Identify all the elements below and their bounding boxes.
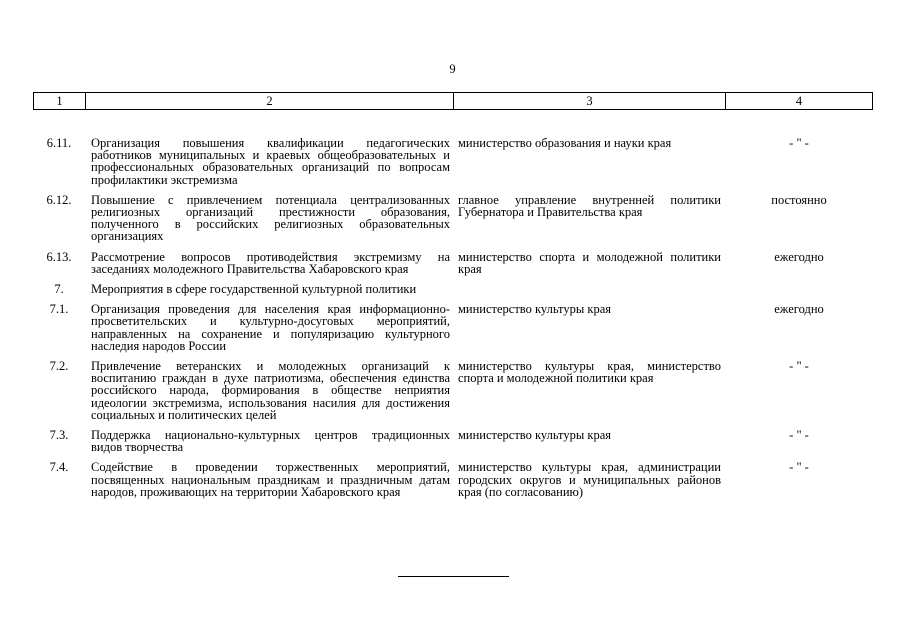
table-row	[33, 429, 873, 453]
row-responsible: министерство спорта и молодежной политики края	[458, 249, 721, 276]
row-responsible: министерство культуры края	[458, 428, 611, 443]
row-term: - " -	[789, 359, 809, 374]
table-row	[33, 303, 873, 352]
table-row	[33, 137, 873, 186]
row-term: - " -	[789, 136, 809, 150]
row-text: Организация проведения для населения края информационно-просветительских и культурно-досуговых мероприятий, направленных на сохранение и популяризацию культурного наследия народов России	[91, 302, 450, 353]
column-header-table	[33, 92, 873, 110]
row-responsible: министерство культуры края, министерство спорта и молодежной политики края	[458, 359, 721, 386]
section-row	[33, 283, 873, 295]
table-row	[33, 461, 873, 498]
table-row	[33, 251, 873, 275]
table-row	[33, 194, 873, 243]
table-body	[33, 137, 873, 498]
row-number: 7.2.	[49, 359, 69, 374]
row-text: Привлечение ветеранских и молодежных организаций к воспитанию граждан в духе патриотизма, обеспечения единства российского народа, формирования в обществе неприятия идеологии экстремизма, использования насилия для достижения социальных и политических целей	[91, 359, 450, 422]
row-term: ежегодно	[774, 302, 824, 317]
row-text: Организация повышения квалификации педагогических работников муниципальных и краевых общеобразовательных и профессиональных образовательных организаций по вопросам профилактики экстремизма	[91, 136, 450, 187]
row-responsible: министерство культуры края, администрации городских округов и муниципальных районов края (по согласованию)	[458, 460, 721, 499]
row-text: Поддержка национально-культурных центров традиционных видов творчества	[91, 428, 450, 455]
end-divider-line	[398, 576, 509, 577]
row-number: 7.1.	[49, 302, 69, 317]
row-number: 7.4.	[49, 460, 69, 475]
header-col-4: 4	[726, 93, 873, 110]
header-row	[34, 93, 873, 110]
row-number: 7.3.	[49, 428, 69, 443]
row-term: - " -	[789, 428, 809, 443]
section-title: Мероприятия в сфере государственной культурной политики	[91, 282, 417, 297]
row-number: 6.13.	[46, 249, 72, 264]
section-number: 7.	[54, 282, 64, 297]
row-term: - " -	[789, 460, 809, 475]
row-text: Повышение с привлечением потенциала централизованных религиозных организаций престижности образования, полученного в российских религиозных образовательных организациях	[91, 192, 450, 244]
row-number: 6.11.	[46, 136, 72, 150]
row-number: 6.12.	[46, 192, 72, 207]
table-row	[33, 360, 873, 421]
row-text: Рассмотрение вопросов противодействия экстремизму на заседаниях молодежного Правительства Хабаровского края	[91, 249, 450, 276]
row-responsible: министерство культуры края	[458, 302, 611, 317]
row-text: Содействие в проведении торжественных мероприятий, посвященных национальным праздникам и праздничным датам народов, проживающих на территории Хабаровского края	[91, 460, 450, 499]
header-col-3: 3	[454, 93, 726, 110]
row-responsible: главное управление внутренней политики Губернатора и Правительства края	[458, 192, 721, 220]
header-col-2: 2	[86, 93, 454, 110]
row-term: постоянно	[771, 192, 827, 207]
row-term: ежегодно	[774, 249, 824, 264]
row-responsible: министерство образования и науки края	[458, 136, 672, 150]
page-number: 9	[449, 62, 456, 76]
header-col-1: 1	[34, 93, 86, 110]
